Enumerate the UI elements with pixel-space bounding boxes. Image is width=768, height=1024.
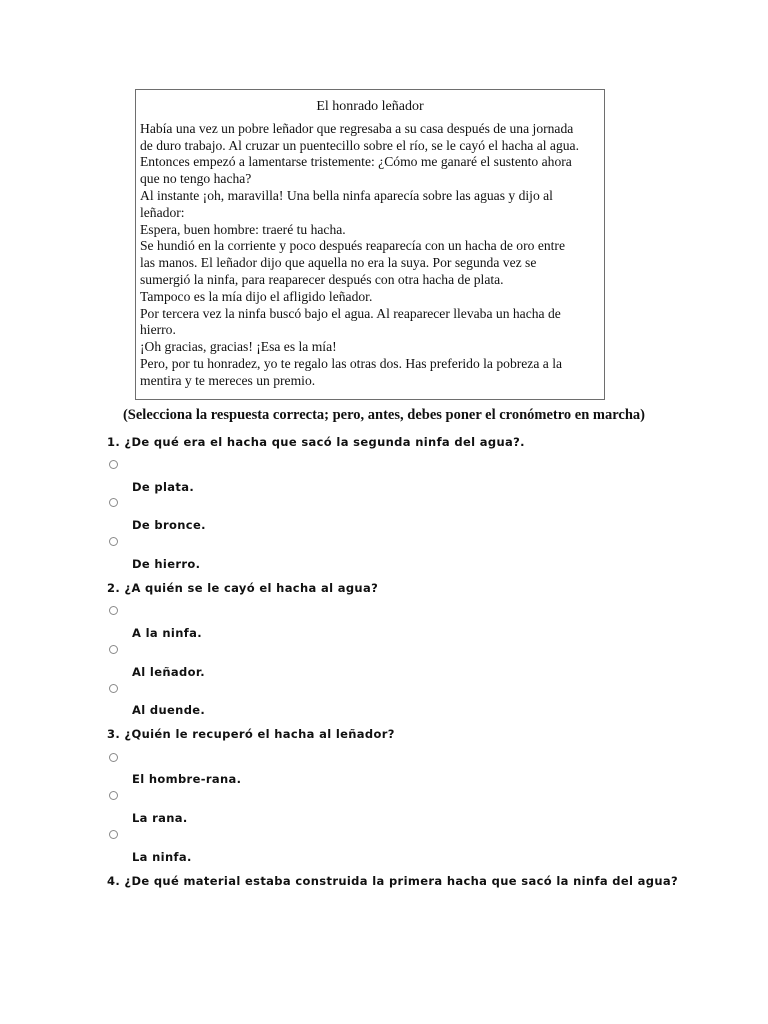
story-line: de duro trabajo. Al cruzar un puentecillo sobre el río, se le cayó el hacha al agua. bbox=[140, 137, 579, 153]
radio-q1-option-1[interactable] bbox=[109, 460, 118, 469]
story-box bbox=[135, 89, 605, 400]
radio-q3-option-1[interactable] bbox=[109, 753, 118, 762]
story-line: leñador: bbox=[140, 204, 185, 220]
radio-q3-option-2[interactable] bbox=[109, 791, 118, 800]
radio-q3-option-3[interactable] bbox=[109, 830, 118, 839]
question-1-text: 1. ¿De qué era el hacha que sacó la segunda ninfa del agua?. bbox=[107, 435, 525, 449]
story-line: Había una vez un pobre leñador que regresaba a su casa después de una jornada bbox=[140, 120, 574, 136]
radio-q1-option-3[interactable] bbox=[109, 537, 118, 546]
q3-option-2-label: La rana. bbox=[132, 811, 188, 825]
story-line: Se hundió en la corriente y poco después reaparecía con un hacha de oro entre bbox=[140, 238, 565, 254]
story-line: hierro. bbox=[140, 322, 176, 338]
story-line: Al instante ¡oh, maravilla! Una bella ninfa aparecía sobre las aguas y dijo al bbox=[140, 187, 553, 203]
q3-option-1-label: El hombre-rana. bbox=[132, 772, 242, 786]
story-line: Pero, por tu honradez, yo te regalo las otras dos. Has preferido la pobreza a la bbox=[140, 355, 563, 371]
instruction-text: (Selecciona la respuesta correcta; pero, antes, debes poner el cronómetro en marcha) bbox=[122, 407, 646, 423]
q2-option-1-label: A la ninfa. bbox=[132, 626, 202, 640]
story-line: Por tercera vez la ninfa buscó bajo el agua. Al reaparecer llevaba un hacha de bbox=[140, 305, 561, 321]
story-line: sumergió la ninfa, para reaparecer después con otra hacha de plata. bbox=[140, 271, 504, 287]
radio-q2-option-2[interactable] bbox=[109, 645, 118, 654]
radio-q2-option-1[interactable] bbox=[109, 606, 118, 615]
radio-q2-option-3[interactable] bbox=[109, 684, 118, 693]
story-line: ¡Oh gracias, gracias! ¡Esa es la mía! bbox=[140, 339, 337, 355]
radio-q1-option-2[interactable] bbox=[109, 498, 118, 507]
story-line: que no tengo hacha? bbox=[140, 171, 252, 187]
story-title: El honrado leñador bbox=[316, 99, 424, 114]
story-line: Entonces empezó a lamentarse tristemente: ¿Cómo me ganaré el sustento ahora bbox=[140, 154, 572, 170]
q1-option-1-label: De plata. bbox=[132, 480, 195, 494]
story-line: Tampoco es la mía dijo el afligido leñador. bbox=[140, 288, 373, 304]
question-2-text: 2. ¿A quién se le cayó el hacha al agua? bbox=[107, 581, 379, 595]
question-3-text: 3. ¿Quién le recuperó el hacha al leñador? bbox=[107, 727, 395, 741]
q2-option-3-label: Al duende. bbox=[132, 703, 206, 717]
q1-option-3-label: De hierro. bbox=[132, 557, 201, 571]
question-4-text: 4. ¿De qué material estaba construida la primera hacha que sacó la ninfa del agua? bbox=[107, 874, 679, 888]
story-line: Espera, buen hombre: traeré tu hacha. bbox=[140, 221, 346, 237]
q1-option-2-label: De bronce. bbox=[132, 518, 206, 532]
story-line: mentira y te mereces un premio. bbox=[140, 372, 316, 388]
q3-option-3-label: La ninfa. bbox=[132, 850, 192, 864]
q2-option-2-label: Al leñador. bbox=[132, 665, 205, 679]
story-line: las manos. El leñador dijo que aquella no era la suya. Por segunda vez se bbox=[140, 255, 537, 271]
